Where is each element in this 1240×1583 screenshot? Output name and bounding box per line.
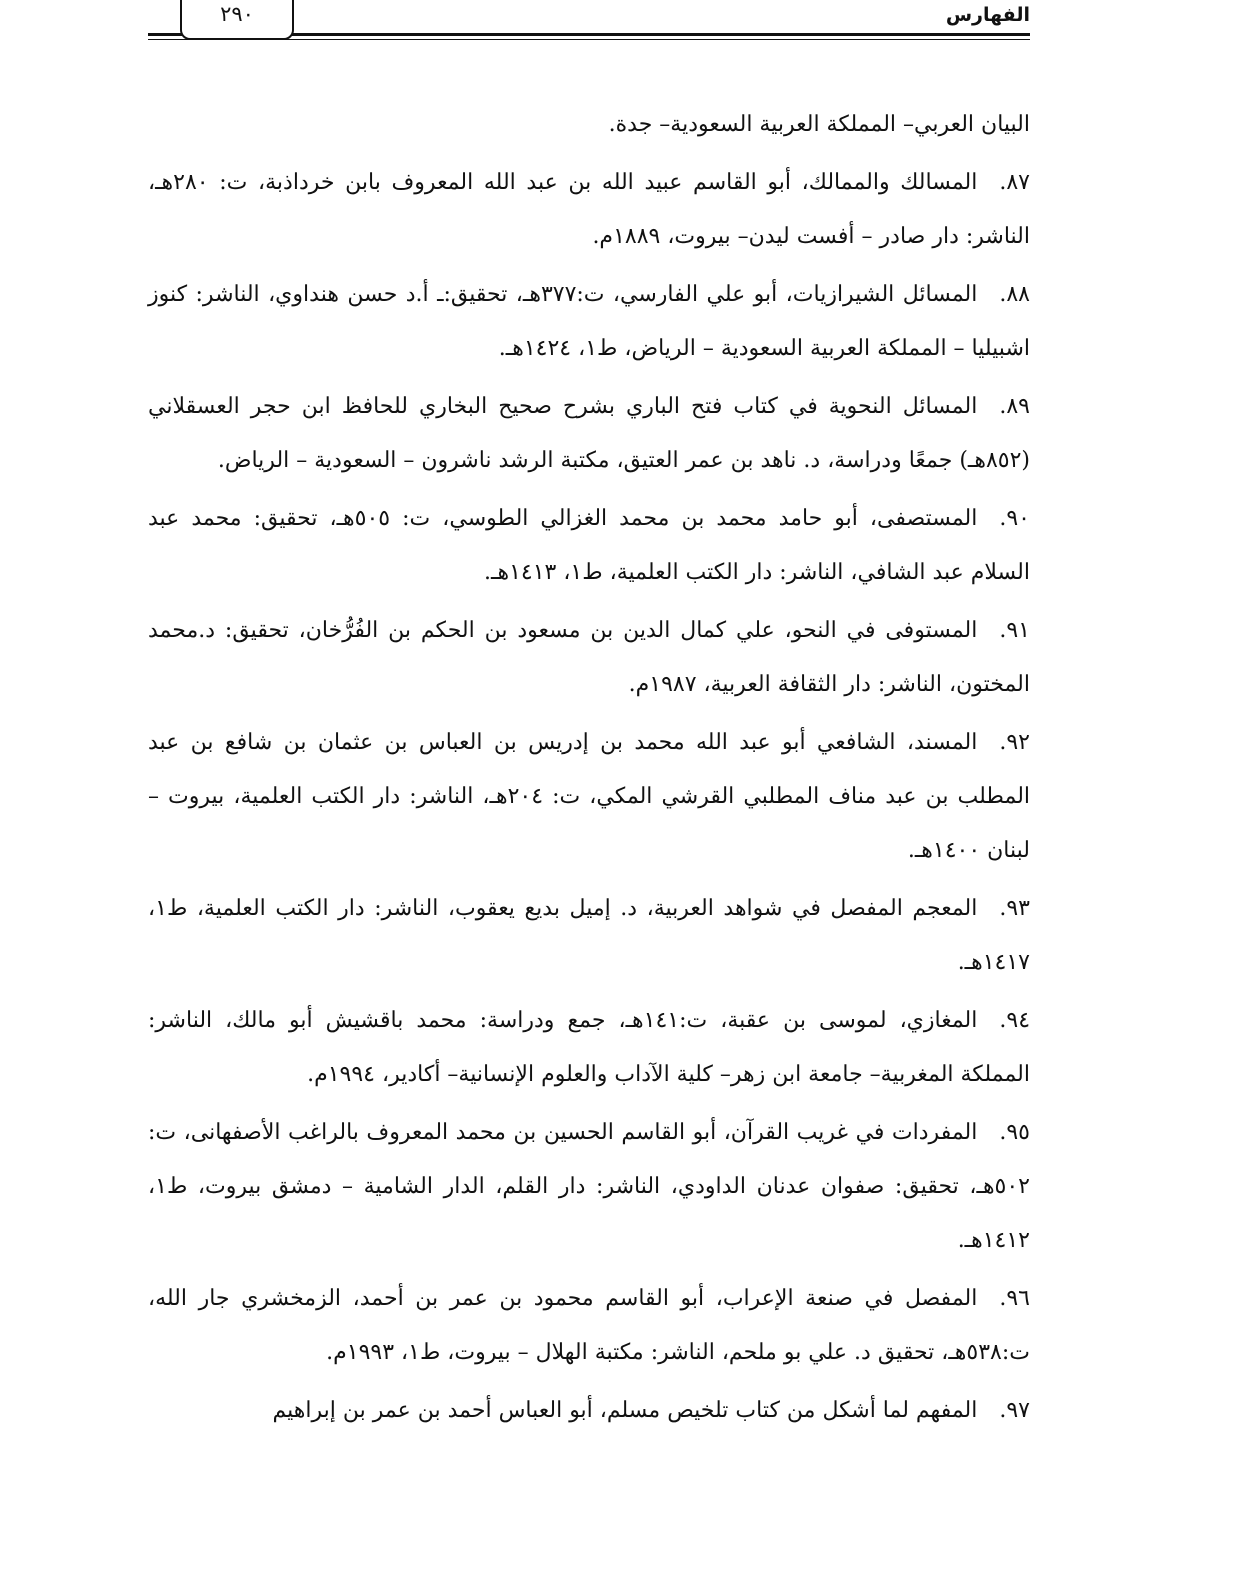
bibliography-entry bbox=[148, 716, 1030, 878]
bibliography-entry bbox=[148, 156, 1030, 264]
entry-number: ٩٠. bbox=[999, 506, 1030, 531]
page-header bbox=[148, 0, 1030, 48]
bibliography-entry bbox=[148, 1272, 1030, 1380]
entry-text: المفهم لما أشكل من كتاب تلخيص مسلم، أبو العباس أحمد بن عمر بن إبراهيم bbox=[272, 1398, 978, 1423]
entry-text: المستوفى في النحو، علي كمال الدين بن مسعود بن الحكم بن الفُرُّخان، تحقيق: د.محمد المختون، الناشر: دار الثقافة العربية، ١٩٨٧م. bbox=[148, 618, 1030, 697]
entry-text: المسائل الشيرازيات، أبو علي الفارسي، ت:٣٧٧هـ، تحقيق:ـ أ.د حسن هنداوي، الناشر: كنوز اشبيليا – المملكة العربية السعودية – الرياض، ط١، ١٤٢٤هـ. bbox=[148, 282, 1030, 361]
bibliography-entry bbox=[148, 604, 1030, 712]
entry-text: المستصفى، أبو حامد محمد بن محمد الغزالي الطوسي، ت: ٥٠٥هـ، تحقيق: محمد عبد السلام عبد الشافي، الناشر: دار الكتب العلمية، ط١، ١٤١٣هـ. bbox=[148, 506, 1030, 585]
entry-text: المغازي، لموسى بن عقبة، ت:١٤١هـ، جمع ودراسة: محمد باقشيش أبو مالك، الناشر: المملكة المغربية– جامعة ابن زهر– كلية الآداب والعلوم الإنسانية– أكادير، ١٩٩٤م. bbox=[148, 1008, 1030, 1087]
page-number: ٢٩٠ bbox=[180, 0, 294, 40]
bibliography-list bbox=[148, 98, 1030, 1442]
entry-number: ٩٤. bbox=[999, 1008, 1031, 1033]
bibliography-entry bbox=[148, 492, 1030, 600]
entry-number: ٩١. bbox=[999, 618, 1030, 643]
bibliography-entry bbox=[148, 268, 1030, 376]
bibliography-entry bbox=[148, 380, 1030, 488]
entry-text: المسائل النحوية في كتاب فتح الباري بشرح صحيح البخاري للحافظ ابن حجر العسقلاني (٨٥٢هـ) جمعًا ودراسة، د. ناهد بن عمر العتيق، مكتبة الرشد ناشرون – السعودية – الرياض. bbox=[148, 394, 1030, 473]
entry-number: ٩٧. bbox=[999, 1398, 1030, 1423]
entry-number: ٨٧. bbox=[999, 170, 1030, 195]
entry-text: المعجم المفصل في شواهد العربية، د. إميل بديع يعقوب، الناشر: دار الكتب العلمية، ط١، ١٤١٧هـ. bbox=[148, 896, 1030, 975]
entry-number: ٩٢. bbox=[999, 730, 1030, 755]
running-header-title: الفهارس bbox=[945, 4, 1030, 26]
entry-text: المفردات في غريب القرآن، أبو القاسم الحسين بن محمد المعروف بالراغب الأصفهانى، ت: ٥٠٢هـ، تحقيق: صفوان عدنان الداودي، الناشر: دار القلم، الدار الشامية – دمشق بيروت، ط١، ١٤١٢هـ. bbox=[148, 1120, 1030, 1253]
bibliography-entry bbox=[148, 994, 1030, 1102]
entry-number: ٨٩. bbox=[999, 394, 1030, 419]
entry-number: ٩٥. bbox=[999, 1120, 1030, 1145]
bibliography-entry bbox=[148, 1106, 1030, 1268]
entry-number: ٩٦. bbox=[999, 1286, 1030, 1311]
bibliography-entry bbox=[148, 1384, 1030, 1438]
continuation-line: البيان العربي– المملكة العربية السعودية– جدة. bbox=[608, 112, 1030, 137]
entry-number: ٨٨. bbox=[999, 282, 1030, 307]
entry-text: المسالك والممالك، أبو القاسم عبيد الله بن عبد الله المعروف بابن خرداذبة، ت: ٢٨٠هـ، الناشر: دار صادر – أفست ليدن– بيروت، ١٨٨٩م. bbox=[148, 170, 1030, 249]
entry-text: المسند، الشافعي أبو عبد الله محمد بن إدريس بن العباس بن عثمان بن شافع بن عبد المطلب بن عبد مناف المطلبي القرشي المكي، ت: ٢٠٤هـ، الناشر: دار الكتب العلمية، بيروت – لبنان ١٤٠٠هـ. bbox=[148, 730, 1031, 863]
entry-text: المفصل في صنعة الإعراب، أبو القاسم محمود بن عمر بن أحمد، الزمخشري جار الله، ت:٥٣٨هـ، تحقيق د. علي بو ملحم، الناشر: مكتبة الهلال – بيروت، ط١، ١٩٩٣م. bbox=[148, 1286, 1030, 1365]
bibliography-entry bbox=[148, 882, 1030, 990]
entry-number: ٩٣. bbox=[999, 896, 1030, 921]
